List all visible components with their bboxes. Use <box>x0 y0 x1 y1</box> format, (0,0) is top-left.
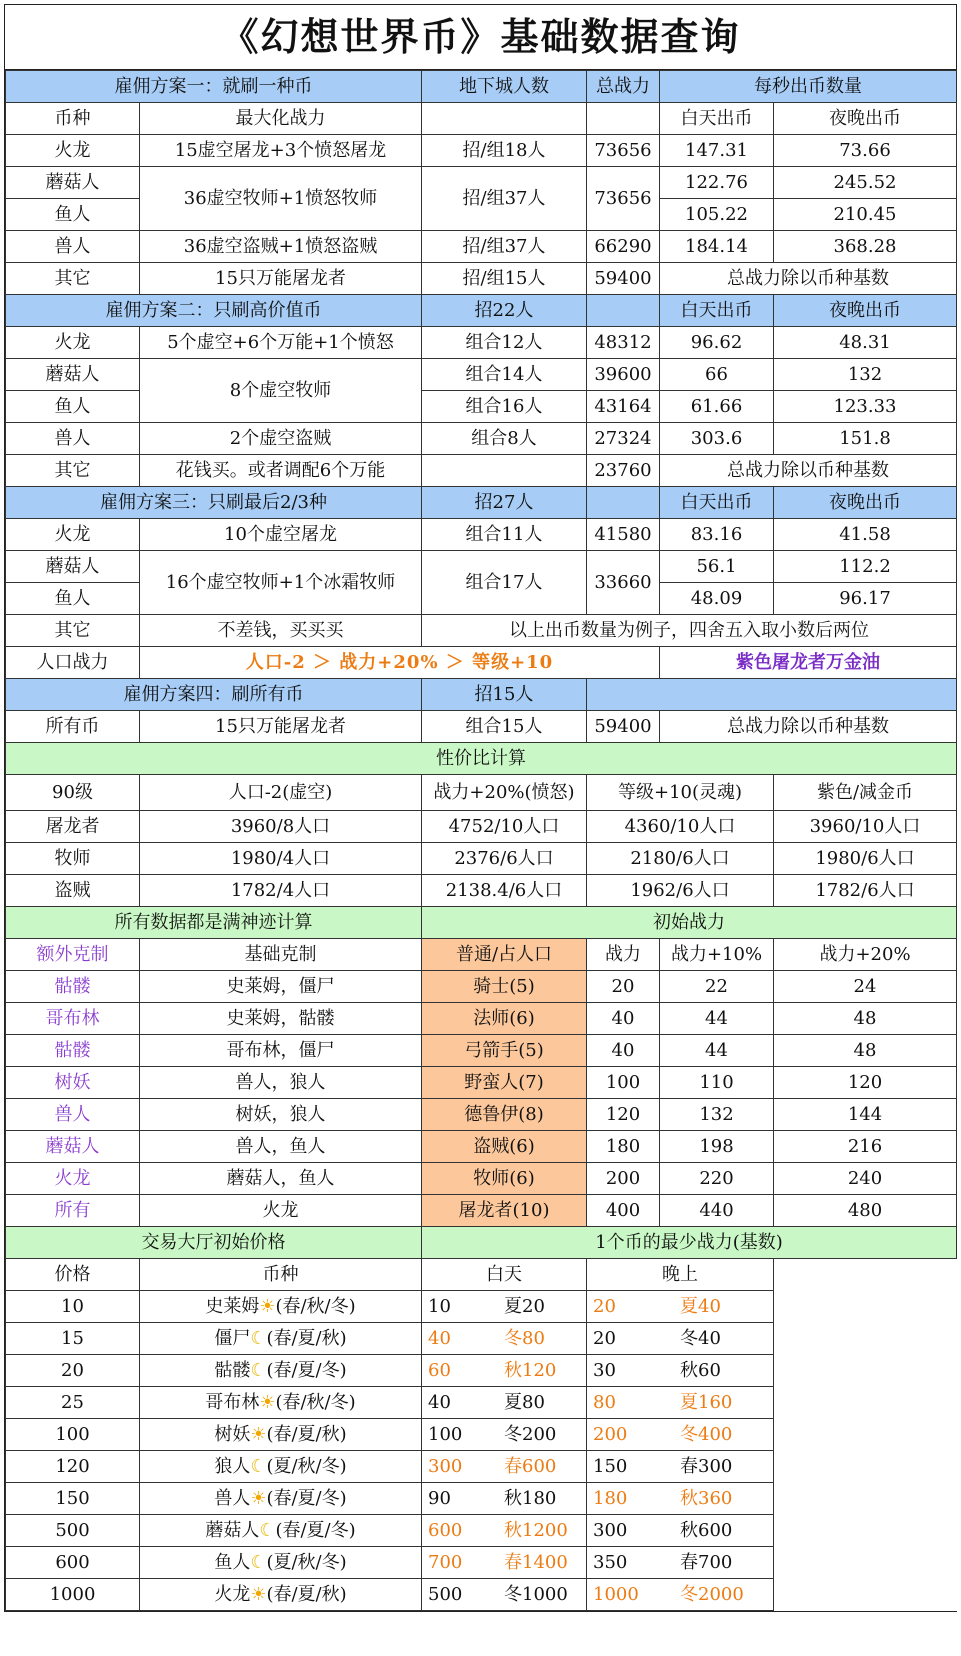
table-row: 鱼人 105.22 210.45 <box>6 199 957 231</box>
moon-icon: ☾ <box>250 1455 267 1477</box>
table-row: 蘑菇人 兽人，鱼人 盗贼(6) 180 198 216 <box>6 1131 957 1163</box>
day-power: 500 冬1000 <box>422 1579 587 1611</box>
day-power: 100 冬200 <box>422 1419 587 1451</box>
col-coin: 币种 <box>6 103 140 135</box>
table-row: 25 哥布林☀(春/秋/冬) 40 夏80 80 夏160 <box>6 1387 957 1419</box>
table-row: 树妖 兽人，狼人 野蛮人(7) 100 110 120 <box>6 1067 957 1099</box>
counter-cols: 额外克制 基础克制 普通/占人口 战力 战力+10% 战力+20% <box>6 939 957 971</box>
day-power: 700 春1400 <box>422 1547 587 1579</box>
table-row: 兽人 2个虚空盗贼 组合8人 27324 303.6 151.8 <box>6 423 957 455</box>
table-row: 哥布林 史莱姆，骷髅 法师(6) 40 44 48 <box>6 1003 957 1035</box>
night-power: 300 秋600 <box>587 1515 774 1547</box>
night-power: 80 夏160 <box>587 1387 774 1419</box>
table-row: 兽人 树妖，狼人 德鲁伊(8) 120 132 144 <box>6 1099 957 1131</box>
market-cols: 价格 币种 白天 晚上 <box>6 1259 957 1291</box>
night-power: 350 春700 <box>587 1547 774 1579</box>
table-row: 15 僵尸☾(春/夏/秋) 40 冬80 20 冬40 <box>6 1323 957 1355</box>
table-row: 屠龙者 3960/8人口 4752/10人口 4360/10人口 3960/10人口 <box>6 811 957 843</box>
population-tip: 紫色屠龙者万金油 <box>660 647 957 679</box>
data-table <box>5 70 957 1611</box>
sun-icon: ☀ <box>259 1295 276 1317</box>
night-power: 20 夏40 <box>587 1291 774 1323</box>
plan1-title: 雇佣方案一：就刷一种币 <box>6 71 422 103</box>
table-row: 兽人 36虚空盗贼+1愤怒盗贼 招/组37人 66290 184.14 368.28 <box>6 231 957 263</box>
sun-icon: ☀ <box>250 1487 267 1509</box>
sun-icon: ☀ <box>250 1583 267 1605</box>
plan1-subheader <box>6 103 957 135</box>
col-setup: 最大化战力 <box>140 103 422 135</box>
table-row: 火龙 10个虚空屠龙 组合11人 41580 83.16 41.58 <box>6 519 957 551</box>
day-power: 600 秋1200 <box>422 1515 587 1547</box>
plan2-header: 雇佣方案二：只刷高价值币 招22人 白天出币 夜晚出币 <box>6 295 957 327</box>
day-power: 40 夏80 <box>422 1387 587 1419</box>
table-row: 蘑菇人 8个虚空牧师 组合14人 39600 66 132 <box>6 359 957 391</box>
night-power: 180 秋360 <box>587 1483 774 1515</box>
night-power: 20 冬40 <box>587 1323 774 1355</box>
plan3-title: 雇佣方案三：只刷最后2/3种 <box>6 487 422 519</box>
table-row: 火龙 蘑菇人，鱼人 牧师(6) 200 220 240 <box>6 1163 957 1195</box>
day-power: 40 冬80 <box>422 1323 587 1355</box>
table-row: 盗贼 1782/4人口 2138.4/6人口 1962/6人口 1782/6人口 <box>6 875 957 907</box>
population-row: 人口战力 人口-2 ＞ 战力+20% ＞ 等级+10 紫色屠龙者万金油 <box>6 647 957 679</box>
night-power: 150 春300 <box>587 1451 774 1483</box>
table-row: 20 骷髅☾(春/夏/冬) 60 秋120 30 秋60 <box>6 1355 957 1387</box>
night-power: 200 冬400 <box>587 1419 774 1451</box>
night-power: 30 秋60 <box>587 1355 774 1387</box>
day-power: 300 春600 <box>422 1451 587 1483</box>
table-row: 100 树妖☀(春/夏/秋) 100 冬200 200 冬400 <box>6 1419 957 1451</box>
plan2-title: 雇佣方案二：只刷高价值币 <box>6 295 422 327</box>
page-title: 《幻想世界币》基础数据查询 <box>5 5 956 70</box>
plan4-title: 雇佣方案四：刷所有币 <box>6 679 422 711</box>
table-row: 600 鱼人☾(夏/秋/冬) 700 春1400 350 春700 <box>6 1547 957 1579</box>
table-row: 150 兽人☀(春/夏/冬) 90 秋180 180 秋360 <box>6 1483 957 1515</box>
value-header <box>6 743 957 775</box>
table-row: 其它 15只万能屠龙者 招/组15人 59400 总战力除以币种基数 <box>6 263 957 295</box>
col-day: 白天出币 <box>660 103 774 135</box>
plan3-header: 雇佣方案三：只刷最后2/3种 招27人 白天出币 夜晚出币 <box>6 487 957 519</box>
table-row: 鱼人 组合16人 43164 61.66 123.33 <box>6 391 957 423</box>
table-row: 牧师 1980/4人口 2376/6人口 2180/6人口 1980/6人口 <box>6 843 957 875</box>
table-row: 其它 不差钱，买买买 以上出币数量为例子，四舍五入取小数后两位 <box>6 615 957 647</box>
data-sheet <box>4 4 957 1612</box>
market-rows <box>6 1291 957 1611</box>
table-row: 10 史莱姆☀(春/秋/冬) 10 夏20 20 夏40 <box>6 1291 957 1323</box>
moon-icon: ☾ <box>250 1551 267 1573</box>
sun-icon: ☀ <box>250 1423 267 1445</box>
counter-header: 所有数据都是满神迹计算 初始战力 <box>6 907 957 939</box>
table-row: 500 蘑菇人☾(春/夏/冬) 600 秋1200 300 秋600 <box>6 1515 957 1547</box>
day-power: 60 秋120 <box>422 1355 587 1387</box>
table-row: 骷髅 史莱姆，僵尸 骑士(5) 20 22 24 <box>6 971 957 1003</box>
table-row: 蘑菇人 16个虚空牧师+1个冰霜牧师 组合17人 33660 56.1 112.2 <box>6 551 957 583</box>
col-people: 地下城人数 <box>422 71 587 103</box>
sun-icon: ☀ <box>259 1391 276 1413</box>
table-row: 120 狼人☾(夏/秋/冬) 300 春600 150 春300 <box>6 1451 957 1483</box>
table-row: 蘑菇人 36虚空牧师+1愤怒牧师 招/组37人 73656 122.76 245.52 <box>6 167 957 199</box>
day-power: 10 夏20 <box>422 1291 587 1323</box>
table-row: 火龙 15虚空屠龙+3个愤怒屠龙 招/组18人 73656 147.31 73.66 <box>6 135 957 167</box>
table-row: 所有币 15只万能屠龙者 组合15人 59400 总战力除以币种基数 <box>6 711 957 743</box>
col-power: 总战力 <box>587 71 660 103</box>
plan4-header: 雇佣方案四：刷所有币 招15人 <box>6 679 957 711</box>
moon-icon: ☾ <box>250 1327 267 1349</box>
value-title: 性价比计算 <box>6 743 957 775</box>
night-power: 1000 冬2000 <box>587 1579 774 1611</box>
table-row: 1000 火龙☀(春/夏/秋) 500 冬1000 1000 冬2000 <box>6 1579 957 1611</box>
moon-icon: ☾ <box>259 1519 276 1541</box>
table-row: 鱼人 48.09 96.17 <box>6 583 957 615</box>
moon-icon: ☾ <box>250 1359 267 1381</box>
table-row: 骷髅 哥布林，僵尸 弓箭手(5) 40 44 48 <box>6 1035 957 1067</box>
col-night: 夜晚出币 <box>774 103 957 135</box>
market-header: 交易大厅初始价格 1个币的最少战力(基数) <box>6 1227 957 1259</box>
table-row: 所有 火龙 屠龙者(10) 400 440 480 <box>6 1195 957 1227</box>
table-row: 其它 花钱买。或者调配6个万能 23760 总战力除以币种基数 <box>6 455 957 487</box>
day-power: 90 秋180 <box>422 1483 587 1515</box>
population-formula: 人口-2 ＞ 战力+20% ＞ 等级+10 <box>140 647 660 679</box>
col-coins-per-sec: 每秒出币数量 <box>660 71 957 103</box>
table-row: 火龙 5个虚空+6个万能+1个愤怒 组合12人 48312 96.62 48.31 <box>6 327 957 359</box>
plan1-header <box>6 71 957 103</box>
value-cols: 90级 人口-2(虚空) 战力+20%(愤怒) 等级+10(灵魂) 紫色/减金币 <box>6 775 957 811</box>
